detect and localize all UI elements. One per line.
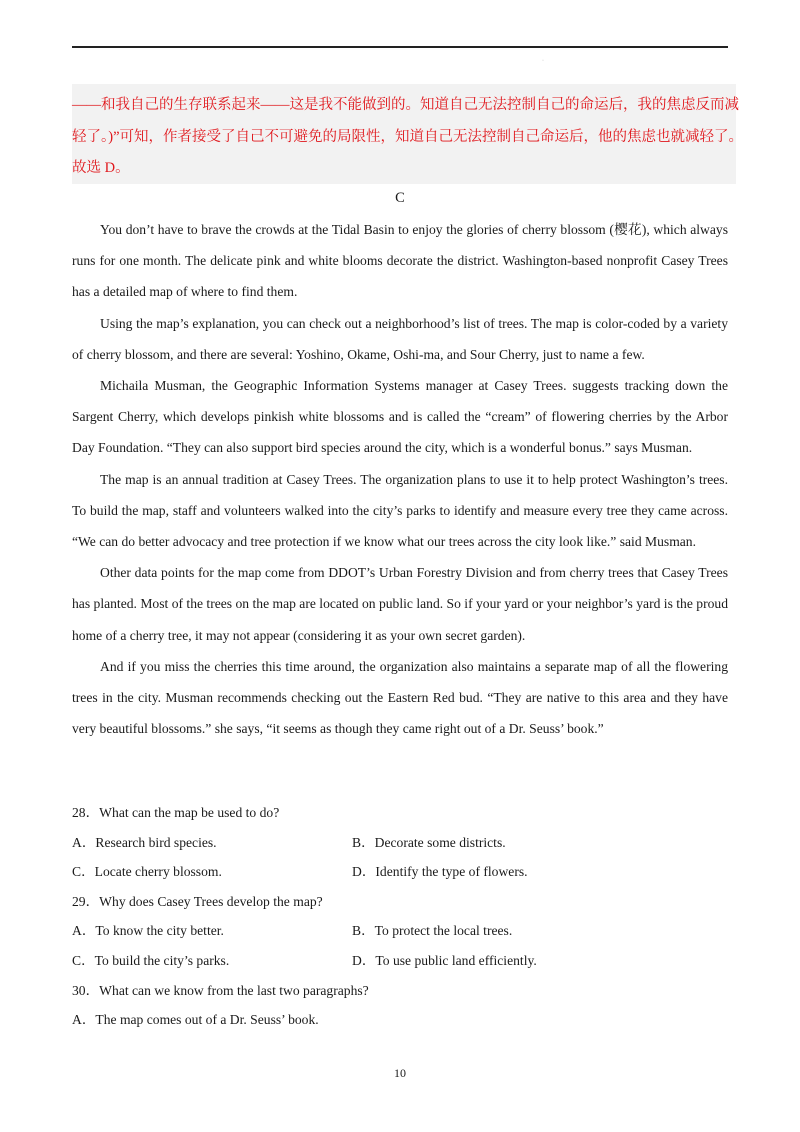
passage-paragraph: You don’t have to brave the crowds at the Tidal Basin to enjoy the glories of cherry blossom (樱花), which always runs for one month. The delicate pink and white blooms decorate the district. Washington-based nonprofit Casey Trees has a detailed map of where to find them.: [72, 222, 728, 300]
header-rule: [72, 46, 728, 48]
option-d: D．To use public land efficiently.: [352, 952, 537, 968]
question-stem: 28．What can the map be used to do?: [72, 805, 280, 820]
option-row: [72, 828, 728, 858]
option-row: [72, 857, 728, 887]
reading-passage: [72, 214, 728, 744]
answer-line: 轻了。)”可知，作者接受了自己不可避免的局限性，知道自己无法控制自己命运后，他的焦虑也就减轻了。: [72, 128, 744, 145]
passage-paragraph: Michaila Musman, the Geographic Information Systems manager at Casey Trees. suggests tracking down the Sargent Cherry, which develops pinkish white blossoms and is called the “cream” of flowering cherries by the Arbor Day Foundation. “They can also support bird species around the city, which is a wonderful bonus.” says Musman.: [72, 378, 728, 456]
option-a: A．To know the city better.: [72, 923, 224, 939]
option-row: [72, 916, 728, 946]
option-b: B．Decorate some districts.: [352, 834, 506, 850]
option-a: A．Research bird species.: [72, 834, 217, 850]
option-c: C．Locate cherry blossom.: [72, 864, 222, 880]
section-heading: C: [395, 190, 405, 206]
option-c: C．To build the city’s parks.: [72, 952, 230, 968]
question-list: [72, 798, 728, 1035]
answer-line: 故选 D。: [72, 160, 130, 176]
option-b: B．To protect the local trees.: [352, 923, 513, 939]
option-row: [72, 946, 728, 976]
question-stem: 30．What can we know from the last two paragraphs?: [72, 982, 369, 998]
page-number: 10: [394, 1066, 406, 1080]
option-a: A．The map comes out of a Dr. Seuss’ book.: [72, 1012, 319, 1028]
question-stem: 29．Why does Casey Trees develop the map?: [72, 893, 323, 909]
answer-line: ——和我自己的生存联系起来——这是我不能做到的。知道自己无法控制自己的命运后，我的焦虑反而减: [72, 97, 739, 113]
answer-explanation: [72, 84, 744, 184]
passage-paragraph: The map is an annual tradition at Casey Trees. The organization plans to use it to help protect Washington’s trees. To build the map, staff and volunteers walked into the city’s parks to identify and measure every tree they came across. “We can do better advocacy and tree protection if we know what our trees across the city look like.” said Musman.: [72, 471, 728, 550]
header-mark: ·: [542, 58, 544, 64]
option-d: D．Identify the type of flowers.: [352, 864, 528, 880]
passage-paragraph: And if you miss the cherries this time around, the organization also maintains a separate map of all the flowering trees in the city. Musman recommends checking out the Eastern Red bud. “They are native to this area and they have very beautiful blossoms.” she says, “it seems as though they came right out of a Dr. Seuss’ book.”: [72, 658, 728, 737]
passage-paragraph: Other data points for the map come from DDOT’s Urban Forestry Division and from cherry trees that Casey Trees has planted. Most of the trees on the map are located on public land. So if your yard or your neighbor’s yard is the proud home of a cherry tree, it may not appear (considering it as your own secret garden).: [72, 565, 728, 643]
option-row: [72, 1005, 728, 1035]
passage-paragraph: Using the map’s explanation, you can check out a neighborhood’s list of trees. The map is color-coded by a variety of cherry blossom, and there are several: Yoshino, Okame, Oshi-ma, and Sour Cherry, just to name a few.: [72, 315, 728, 362]
